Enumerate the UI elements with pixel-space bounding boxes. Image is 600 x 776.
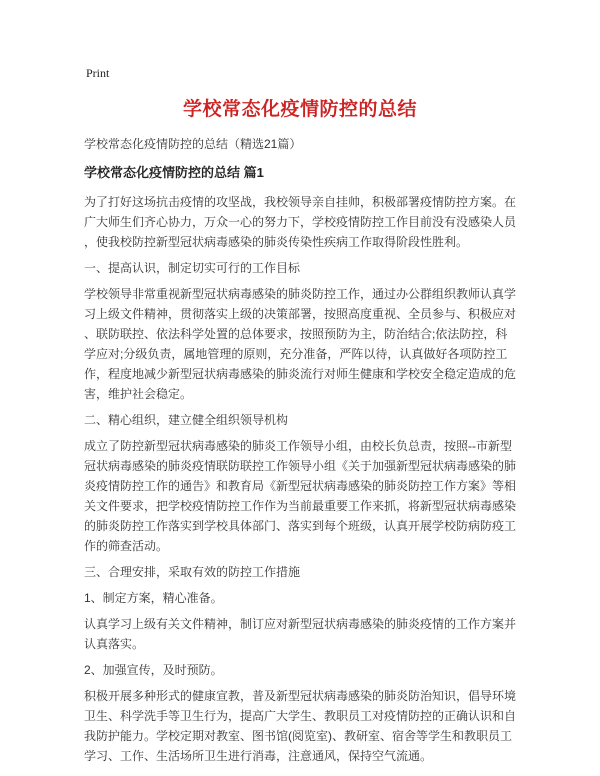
page-title: 学校常态化疫情防控的总结 [182, 99, 417, 120]
list-item-2: 2、加强宣传，及时预防。 [84, 663, 223, 677]
list-item-1: 1、制定方案，精心准备。 [84, 591, 223, 605]
section-heading-1: 一、提高认识，制定切实可行的工作目标 [84, 261, 301, 275]
section-heading-2: 二、精心组织，建立健全组织领导机构 [84, 413, 289, 427]
print-link[interactable]: Print [86, 66, 110, 80]
paragraph-intro: 为了打好这场抗击疫情的攻坚战，我校领导亲自挂帅，积极部署疫情防控方案。在广大师生们齐心协力，万众一心的努力下，学校疫情防控工作目前没有没感染人员，使我校防控新型冠状病毒感染的肺炎传染性疾病工作取得阶段性胜利。 [84, 195, 517, 249]
paragraph-measure-2: 积极开展多种形式的健康宣教，普及新型冠状病毒感染的肺炎防治知识，倡导环境卫生、科学洗手等卫生行为，提高广大学生、教职员工对疫情防控的正确认识和自我防护能力。学校定期对教室、图书馆(阅览室)、教研室、宿舍等学生和教职员工学习、工作、生活场所卫生进行消毒，注意通风，保持空气流通。 [84, 689, 517, 763]
article-subtitle: 学校常态化疫情防控的总结（精选21篇） [84, 137, 302, 151]
paragraph-section-2: 成立了防控新型冠状病毒感染的肺炎工作领导小组，由校长负总责，按照--市新型冠状病毒感染的肺炎疫情联防联控工作领导小组《关于加强新型冠状病毒感染的肺炎疫情防控工作的通告》和教育局《新型冠状病毒感染的肺炎防控工作方案》等相关文件要求，把学校疫情防控工作作为当前最重要工作来抓，将新型冠状病毒感染的肺炎防控工作落实到学校具体部门、落实到每个班级，认真开展学校防病防疫工作的筛查活动。 [84, 439, 517, 553]
paragraph-measure-1: 认真学习上级有关文件精神，制订应对新型冠状病毒感染的肺炎疫情的工作方案并认真落实。 [84, 617, 517, 651]
paragraph-section-1: 学校领导非常重视新型冠状病毒感染的肺炎防控工作，通过办公群组织教师认真学习上级文件精神，贯彻落实上级的决策部署，按照高度重视、全员参与、积极应对、联防联控、依法科学处置的总体要求，按照预防为主，防治结合;依法防控，科学应对;分级负责，属地管理的原则，充分准备，严阵以待，认真做好各项防控工作，程度地减少新型冠状病毒感染的肺炎流行对师生健康和学校安全稳定造成的危害，维护社会稳定。 [84, 287, 517, 401]
section-heading-3: 三、合理安排，采取有效的防控工作措施 [84, 565, 301, 579]
article-part-heading: 学校常态化疫情防控的总结 篇1 [84, 165, 264, 180]
